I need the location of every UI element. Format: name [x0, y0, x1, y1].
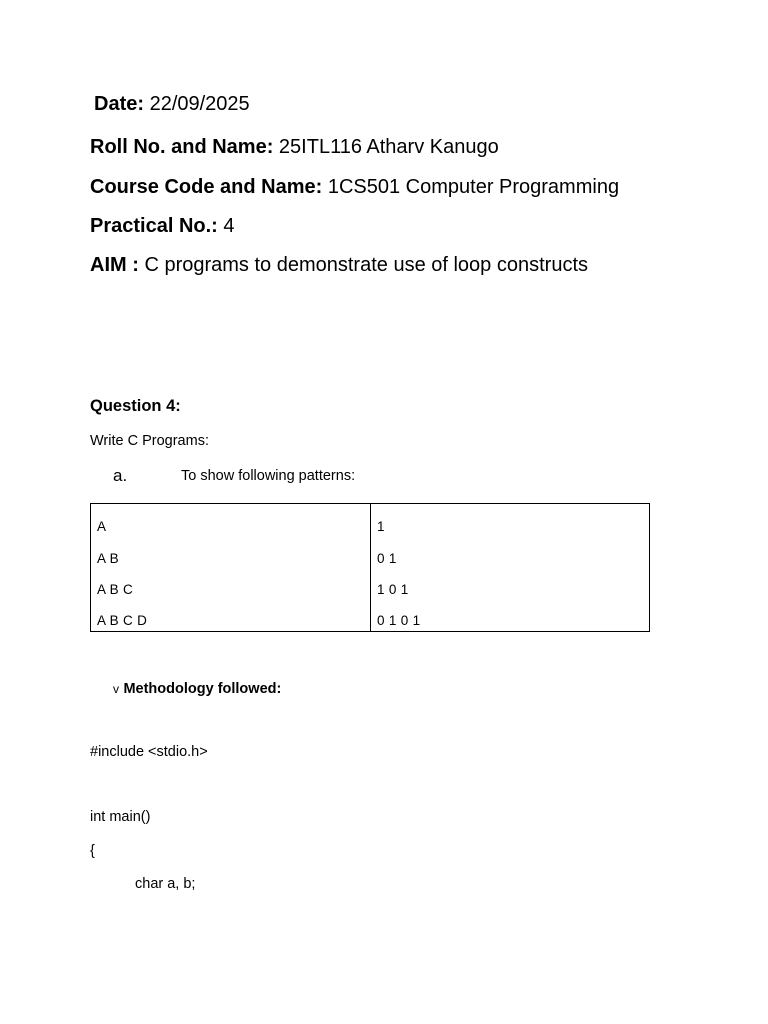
question-title: Question 4: — [90, 397, 181, 415]
pattern-cell: 1 — [377, 519, 385, 534]
pattern-cell: 0 1 0 1 — [377, 613, 421, 628]
checkmark-bullet-icon: v — [113, 682, 119, 696]
item-text: To show following patterns: — [181, 468, 356, 484]
item-marker: a. — [113, 466, 128, 485]
roll-label: Roll No. and Name: — [90, 136, 274, 158]
pattern-table — [90, 503, 650, 632]
practical-value: 4 — [223, 215, 235, 237]
date-value: 22/09/2025 — [149, 93, 250, 115]
date-label: Date: — [94, 93, 145, 115]
practical-line — [90, 215, 235, 238]
aim-value: C programs to demonstrate use of loop constructs — [144, 254, 588, 276]
code-line: #include <stdio.h> — [90, 744, 208, 760]
question-intro: Write C Programs: — [90, 433, 209, 449]
methodology-line — [113, 680, 281, 698]
pattern-column-binary — [370, 504, 650, 631]
pattern-column-letters — [91, 504, 370, 631]
code-line: int main() — [90, 809, 151, 825]
pattern-cell: 1 0 1 — [377, 582, 409, 597]
course-label: Course Code and Name: — [90, 176, 323, 198]
code-line: char a, b; — [135, 876, 196, 892]
practical-label: Practical No.: — [90, 215, 218, 237]
pattern-cell: A B C D — [97, 613, 148, 628]
pattern-cell: A B C — [97, 582, 134, 597]
aim-label: AIM : — [90, 254, 139, 276]
pattern-cell: 0 1 — [377, 551, 397, 566]
code-line: { — [90, 843, 95, 859]
aim-line — [90, 254, 588, 277]
roll-line — [90, 136, 499, 159]
course-value: 1CS501 Computer Programming — [327, 176, 620, 198]
pattern-cell: A — [97, 519, 107, 534]
roll-value: 25ITL116 Atharv Kanugo — [278, 136, 499, 158]
course-line — [90, 176, 619, 199]
date-line — [94, 93, 250, 116]
methodology-title: Methodology followed: — [123, 681, 282, 697]
pattern-cell: A B — [97, 551, 119, 566]
